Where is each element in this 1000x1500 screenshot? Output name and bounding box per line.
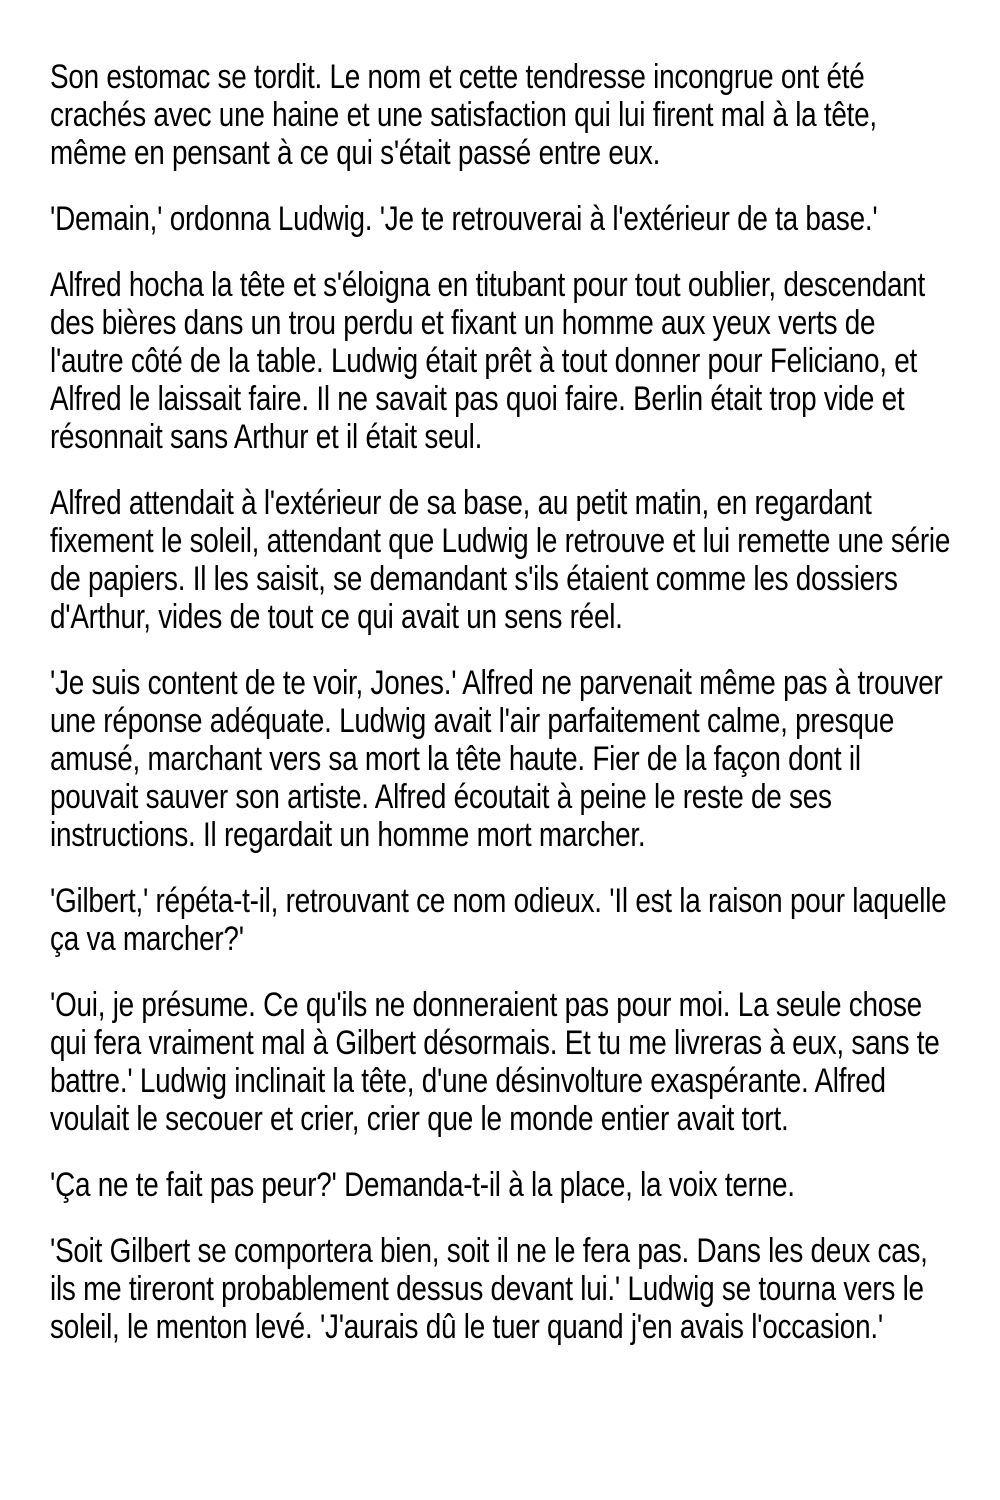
paragraph: Alfred attendait à l'extérieur de sa base, au petit matin, en regardant fixement le soleil, attendant que Ludwig le retrouve et lui remette une série de papiers. Il les saisit, se demandant s'ils étaient comme les dossiers d'Arthur, vides de tout ce qui avait un sens réel. (50, 484, 951, 636)
paragraph: 'Gilbert,' répéta-t-il, retrouvant ce nom odieux. 'Il est la raison pour laquelle ça va marcher?' (50, 882, 947, 958)
paragraph: 'Demain,' ordonna Ludwig. 'Je te retrouverai à l'extérieur de ta base.' (50, 200, 878, 238)
paragraph: 'Oui, je présume. Ce qu'ils ne donneraient pas pour moi. La seule chose qui fera vraiment mal à Gilbert désormais. Et tu me livreras à eux, sans te battre.' Ludwig inclinait la tête, d'une désinvolture exaspérante. Alfred voulait le secouer et crier, crier que le monde entier avait tort. (50, 986, 940, 1138)
paragraph: 'Ça ne te fait pas peur?' Demanda-t-il à la place, la voix terne. (50, 1166, 795, 1204)
paragraph: Alfred hocha la tête et s'éloigna en titubant pour tout oublier, descendant des bières dans un trou perdu et fixant un homme aux yeux verts de l'autre côté de la table. Ludwig était prêt à tout donner pour Feliciano, et Alfred le laissait faire. Il ne savait pas quoi faire. Berlin était trop vide et résonnait sans Arthur et il était seul. (50, 266, 926, 456)
text-column (50, 58, 950, 1346)
paragraph: Son estomac se tordit. Le nom et cette tendresse incongrue ont été crachés avec une haine et une satisfaction qui lui firent mal à la tête, même en pensant à ce qui s'était passé entre eux. (50, 58, 877, 172)
paragraph: 'Je suis content de te voir, Jones.' Alfred ne parvenait même pas à trouver une réponse adéquate. Ludwig avait l'air parfaitement calme, presque amusé, marchant vers sa mort la tête haute. Fier de la façon dont il pouvait sauver son artiste. Alfred écoutait à peine le reste de ses instructions. Il regardait un homme mort marcher. (50, 664, 943, 854)
paragraph: 'Soit Gilbert se comportera bien, soit il ne le fera pas. Dans les deux cas, ils me tireront probablement dessus devant lui.' Ludwig se tourna vers le soleil, le menton levé. 'J'aurais dû le tuer quand j'en avais l'occasion.' (50, 1232, 928, 1346)
